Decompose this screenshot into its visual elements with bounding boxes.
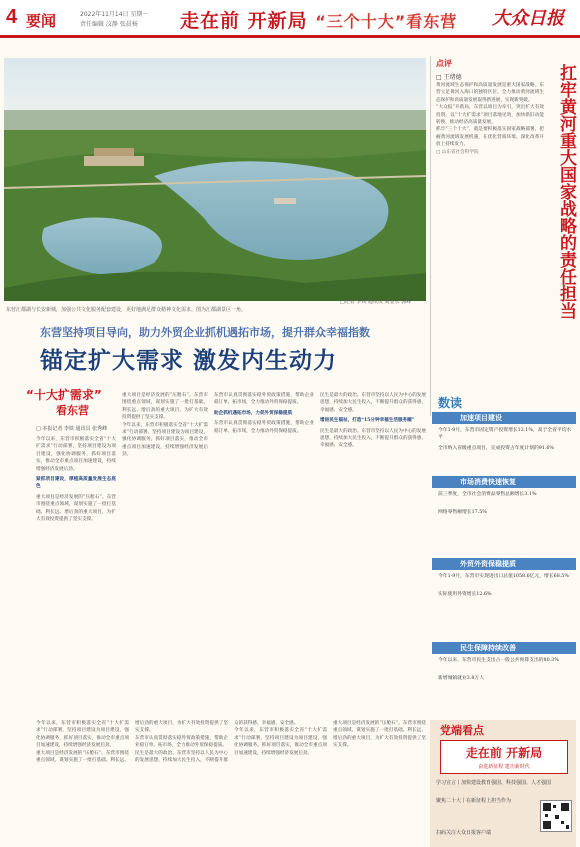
page-number: 4 [6,6,18,28]
article-paragraph: 民生是最大的政治。东营市坚持以人民为中心的发展思想，持续加大民生投入，不断提升群众的获得感、幸福感、安全感。 [320,428,426,449]
party-box-title: 党端看点 [440,724,484,737]
article-paragraph: 重大项目是经济发展的“压舱石”。东营市围绕重点领域，谋划实施了一批打基础、利长远、增后劲的重大项目，为扩大有效投资提供了坚实支撑。 [36,494,116,523]
article-paragraph: 今年以来，东营市积极落实全省“十大扩需求”行动部署，坚持项目建设为项目建设，强化协调服务，抓好项目落实，推动全市重点项目加速建设，持续增强经济发展后劲。 [36,721,129,749]
qr-code-icon [540,800,572,832]
article-continuation [36,720,426,840]
sidebar-section-label: 外贸外资保稳提质 [432,558,576,570]
newspaper-logo: 大众日报 [492,8,564,29]
photo-credit: □记者 李铁 通讯员 刘金水 郭峰 [340,299,412,305]
article-paragraph: 民生是最大的政治。东营市坚持以人民为中心的发展思想，持续加大民生投入，不断提升群众的获得感、幸福感、安全感。 [320,393,426,413]
party-banner-text: 走在前 开新局 [465,746,543,760]
party-item: 扫码关注大众日报客户端 [436,830,492,836]
article-paragraph: 今年以来，东营市积极落实全省“十大扩需求”行动部署，坚持项目建设为项目建设，强化协调服务，抓好项目落实，推动全市重点项目加速建设，持续增强经济发展后劲。 [122,422,208,458]
sidebar-item: 全市纳入省级重点项目，完成投资占年度计划的91.6% [438,446,554,451]
series-label: “十大扩需求” [26,388,102,402]
sidebar-item: 今年1-9月，东营市固定资产投资增长12.1%，高于全省平均水平 [438,428,572,440]
article-paragraph: 重大项目是经济发展的“压舱石”。东营市围绕重点领域，谋划实施了一批打基础、利长远、增后劲的重大项目，为扩大有效投资提供了坚实支撑。 [122,393,208,421]
article-byline: □ 本报记者 李铁 通讯员 张秀峰 [36,426,108,432]
sidebar-item: 今年以来，东营市民生支出占一般公共预算支出的80.3% [438,658,559,663]
article-paragraph: 东营市认真贯彻落实稳外贸政策措施，帮助企业稳订单、拓市场，全力推动外贸保稳提质。 [214,421,314,434]
commentary-paragraph: □ 山东省社会科学院 [436,149,479,155]
article-subhead: 紧抓项目建设，厚植高质量发展生态底色 [36,477,116,490]
sidebar-item: 网络零售额增长17.5% [438,510,487,515]
sidebar-item: 实际使用外资增长12.6% [438,592,492,597]
sidebar-item: 新增城镇就业3.8万人 [438,676,485,681]
commentary-author: □ 王绪德 [436,74,462,81]
article-kicker: 东营坚持项目导向，助力外贸企业抓机遇拓市场，提升群众幸福指数 [40,326,370,339]
article-paragraph: 民生是最大的政治。东营市坚持以人民为中心的发展思想，持续加大民生投入，不断提升群众的获得感、幸福感、安全感。 [135,721,299,764]
article-column-3 [214,392,314,435]
section-title: 要闻 [26,12,57,30]
party-item[interactable]: 聚焦二十大丨在新征程上担当作为 [436,798,512,804]
photo-caption: 东营汇都湖与长安新城，加强公共文化服务配套建设，更好地满足群众精神文化需求。图为汇都湖景区一角。 [6,307,247,313]
commentary-tag: 点评 [436,59,452,68]
commentary-body [436,82,544,156]
commentary-paragraph: 黄河流域生态保护和高质量发展是重大国家战略。东营立足黄河入海口的独特区位，全力推动黄河流域生态保护和高质量发展取得新进展、实现新突破。 [436,83,544,103]
slogan-main: 走在前 开新局 [180,10,308,32]
article-subhead: 增进民生福祉，打造“15分钟幸福生活服务圈” [320,418,415,424]
commentary-title: 扛牢黄河重大国家战略的责任担当 [556,64,576,319]
header-slogan [180,6,457,33]
commentary-paragraph: 抓牢“三个十大”，就是要积极落实国家战略部署，把握黄河流域发展机遇，在优化营商环境、深化改革开放上持续发力。 [436,127,544,148]
commentary-paragraph: “大众报”开新局，东营以项目为牵引，突出扩大有效投资，以“十大扩需求”项目落地见效，加快新旧动能转换，推动经济高质量发展。 [436,105,544,126]
series-sublabel: 看东营 [56,404,89,417]
dateline: 2022年11月14日 星期一 [80,11,149,18]
sidebar-section-label: 加速项目建设 [432,412,576,424]
article-paragraph: 重大项目是经济发展的“压舱石”。东营市围绕重点领域，谋划实施了一批打基础、利长远、增后劲的重大项目，为扩大有效投资提供了坚实支撑。 [36,721,228,764]
article-column-4 [320,392,426,450]
article-headline: 锚定扩大需求 激发内生动力 [40,347,338,374]
sidebar-item: 前三季度，全市社会消费品零售总额增长3.1% [438,492,537,497]
party-item[interactable]: 学习宣言丨加快建设教育强国、科技强国、人才强国 [436,780,552,786]
aerial-photo [4,58,426,301]
article-subhead: 助企抓机遇拓市场，力促外贸保稳提质 [214,410,293,416]
article-paragraph: 今年以来，东营市积极落实全省“十大扩需求”行动部署，坚持项目建设为项目建设，强化协调服务，抓好项目落实，推动全市重点项目加速建设，持续增强经济发展后劲。 [234,728,327,756]
editors-line: 责任编辑 汶静 张晨杨 [80,21,138,28]
article-paragraph: 重大项目是经济发展的“压舱石”。东营市围绕重点领域，谋划实施了一批打基础、利长远、增后劲的重大项目，为扩大有效投资提供了坚实支撑。 [333,721,426,749]
sidebar-section-label: 市场消费快速恢复 [432,476,576,488]
party-banner-subtitle: 奋进新征程 建功新时代 [478,764,530,770]
article-column-1 [36,436,116,523]
article-paragraph: 东营市认真贯彻落实稳外贸政策措施，帮助企业稳订单、拓市场，全力推动外贸保稳提质。 [135,735,228,749]
sidebar-section-label: 民生保障持续改善 [432,642,576,654]
sidebar-item: 今年1-9月，东营市实现进出口总值1058.6亿元，增长68.5% [438,574,569,579]
article-paragraph: 今年以来，东营市积极落实全省“十大扩需求”行动部署，坚持项目建设为项目建设，强化协调服务，抓好项目落实，推动全市重点项目加速建设，持续增强经济发展后劲。 [36,437,116,472]
aerial-lake-illustration [4,58,426,301]
sidebar-tag: 数读 [438,396,463,410]
article-column-2 [122,392,208,459]
slogan-quote: “三个十大”看东营 [315,12,458,31]
article-paragraph: 东营市认真贯彻落实稳外贸政策措施，帮助企业稳订单、拓市场，全力推动外贸保稳提质。 [214,393,314,406]
